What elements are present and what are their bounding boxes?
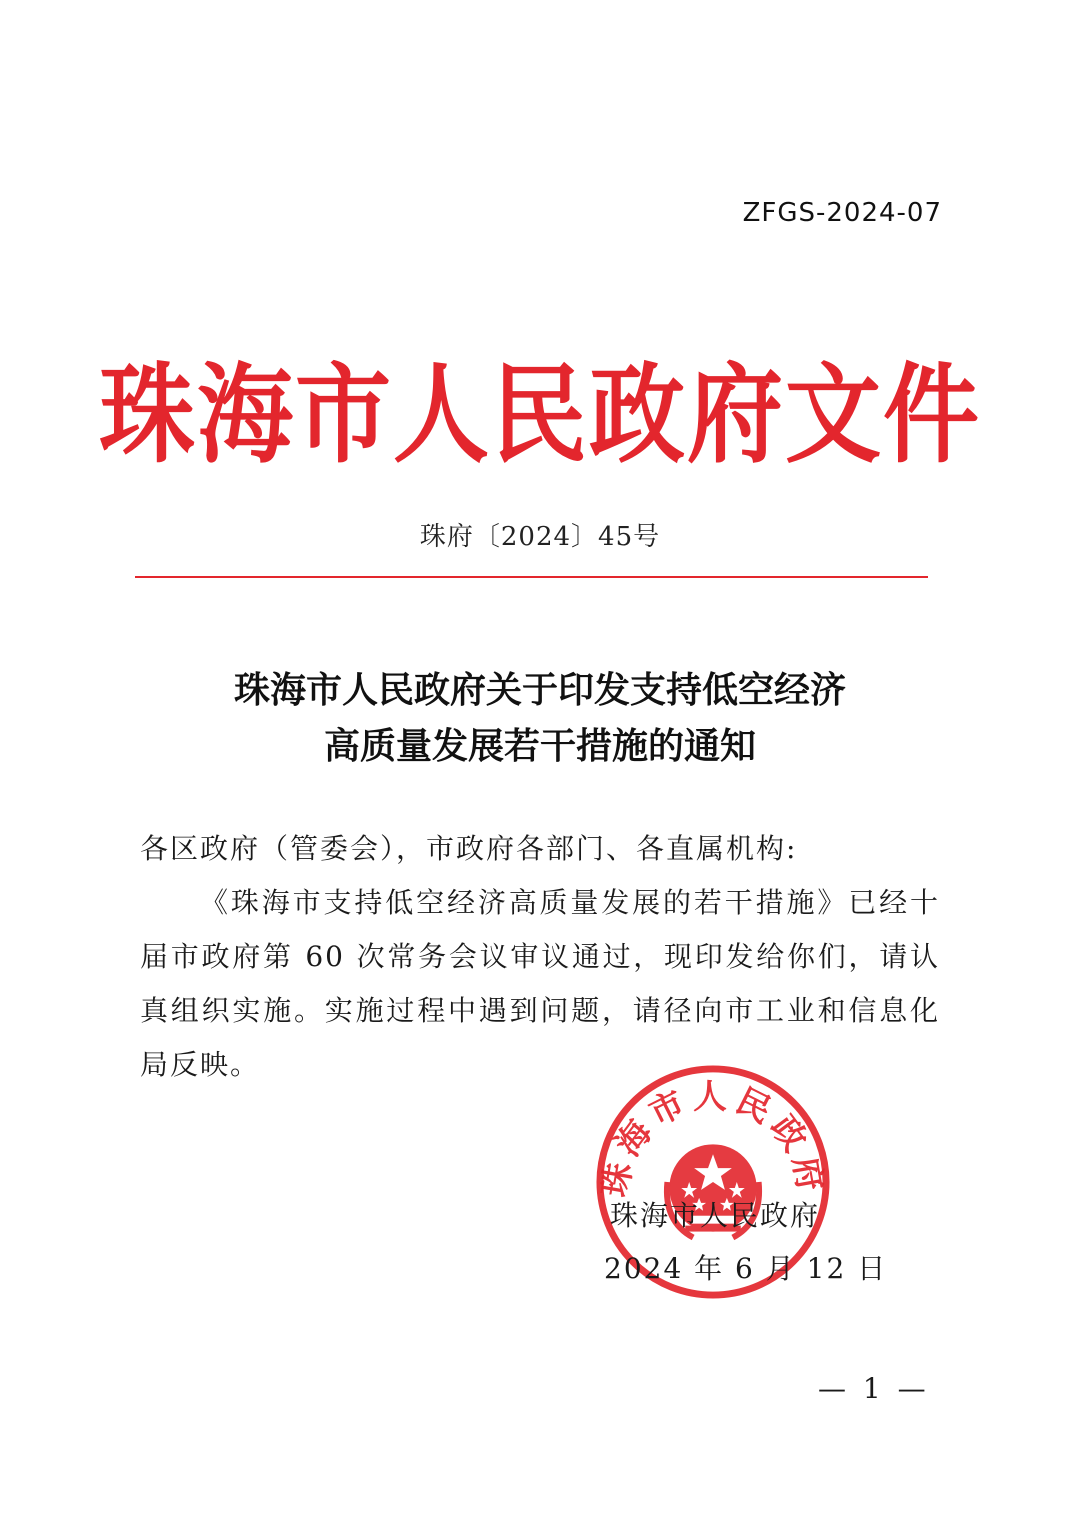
page-number: — 1 — [818, 1372, 930, 1405]
document-code: ZFGS-2024-07 [742, 198, 942, 228]
red-divider [135, 576, 928, 578]
document-masthead: 珠海市人民政府文件 [99, 352, 981, 478]
signer-name: 珠海市人民政府 [610, 1199, 821, 1232]
addressee: 各区政府（管委会），市政府各部门、各直属机构: [140, 832, 798, 865]
title-line-2: 高质量发展若干措施的通知 [323, 725, 756, 767]
seal-text: 珠海市人民政府 [594, 1076, 832, 1200]
document-body [140, 822, 940, 1092]
title-line-1: 珠海市人民政府关于印发支持低空经济 [233, 669, 846, 711]
document-title [0, 662, 1080, 774]
sign-date: 2024 年 6 月 12 日 [604, 1252, 888, 1285]
document-number: 珠府〔2024〕45号 [419, 522, 661, 552]
body-paragraph: 《珠海市支持低空经济高质量发展的若干措施》已经十届市政府第 60 次常务会议审议通过，现印发给你们，请认真组织实施。实施过程中遇到问题，请径向市工业和信息化局反映。 [140, 886, 940, 1081]
